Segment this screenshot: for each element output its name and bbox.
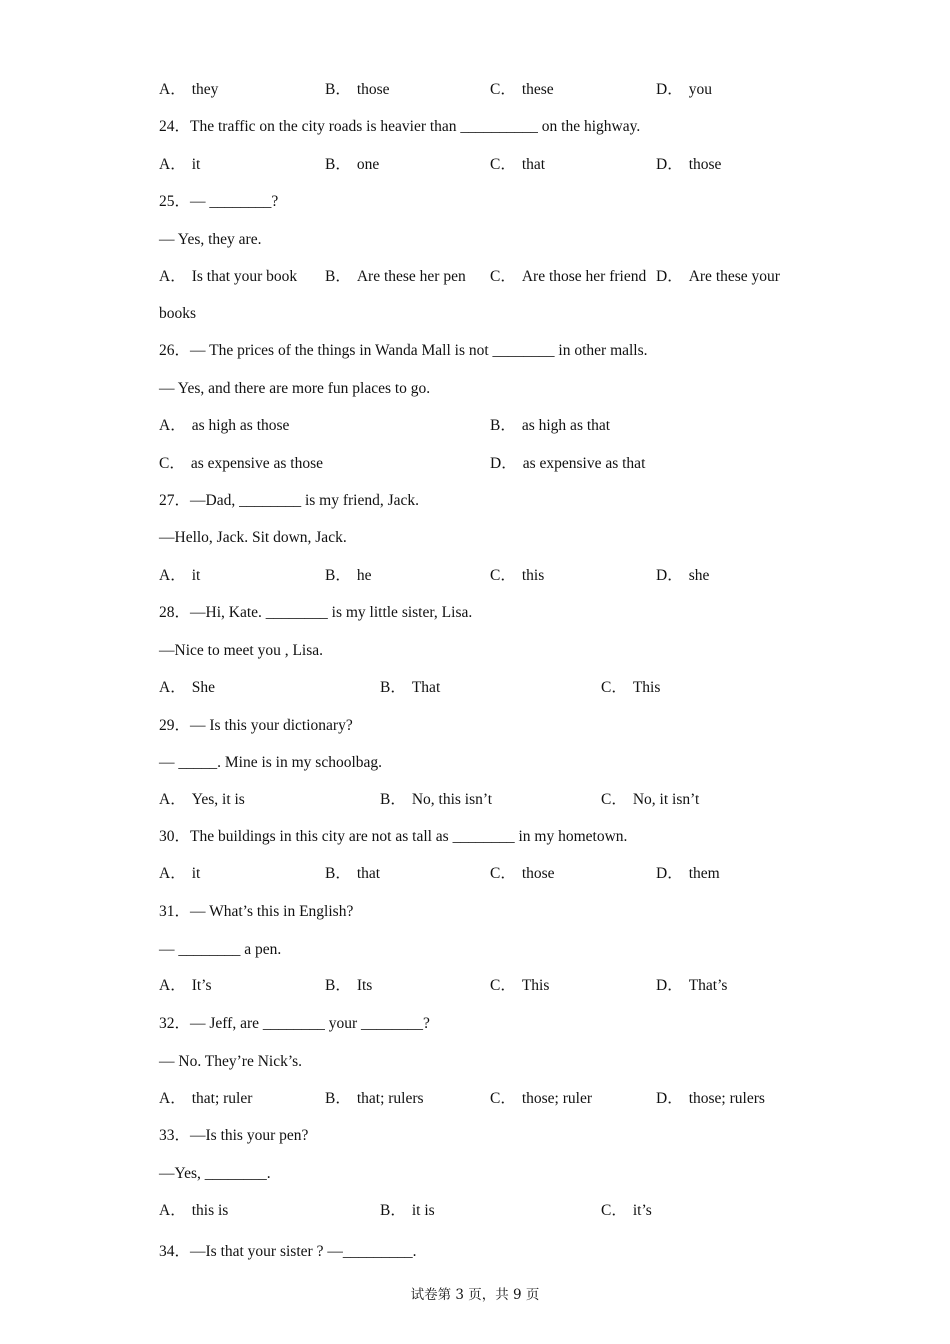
q32-stem: 32．— Jeff, are ________ your ________? xyxy=(159,1015,430,1032)
q25-reply: — Yes, they are. xyxy=(159,231,262,248)
q27-option-b: B． he xyxy=(325,567,372,584)
q31-reply: — ________ a pen. xyxy=(159,941,282,958)
q33-reply: —Yes, ________. xyxy=(159,1165,271,1182)
q32-reply: — No. They’re Nick’s. xyxy=(159,1053,303,1070)
q33-option-c: C． it’s xyxy=(601,1202,652,1219)
q23-option-b: B． those xyxy=(325,81,390,98)
q30-option-a: A． it xyxy=(159,865,201,882)
q26-option-a: A． as high as those xyxy=(159,417,290,434)
q26-reply: — Yes, and there are more fun places to go. xyxy=(159,380,431,397)
q33-stem: 33．—Is this your pen? xyxy=(159,1127,309,1144)
q24-option-a: A． it xyxy=(159,156,201,173)
q28-option-a: A． She xyxy=(159,679,215,696)
q31-option-b: B． Its xyxy=(325,977,373,994)
q25-option-d: D． Are these your xyxy=(656,268,780,285)
q24-stem: 24．The traffic on the city roads is heavier than __________ on the highway. xyxy=(159,118,641,135)
q27-option-d: D． she xyxy=(656,567,710,584)
q31-option-c: C． This xyxy=(490,977,550,994)
q27-stem: 27．—Dad, ________ is my friend, Jack. xyxy=(159,492,420,509)
q33-option-a: A． this is xyxy=(159,1202,229,1219)
q29-option-c: C． No, it isn’t xyxy=(601,791,700,808)
q32-option-b: B． that; rulers xyxy=(325,1090,424,1107)
q25-option-c: C． Are those her friend xyxy=(490,268,647,285)
q28-option-b: B． That xyxy=(380,679,441,696)
q25-option-d-wrap: books xyxy=(159,305,197,322)
q31-option-d: D． That’s xyxy=(656,977,728,994)
q30-stem: 30．The buildings in this city are not as tall as ________ in my hometown. xyxy=(159,828,628,845)
q31-stem: 31．— What’s this in English? xyxy=(159,903,354,920)
q26-option-c: C． as expensive as those xyxy=(159,455,323,472)
q25-option-b: B． Are these her pen xyxy=(325,268,466,285)
q24-option-c: C． that xyxy=(490,156,546,173)
page-footer: 试卷第 3 页，共 9 页 xyxy=(410,1287,540,1303)
q23-option-a: A． they xyxy=(159,81,219,98)
q27-option-a: A． it xyxy=(159,567,201,584)
q29-option-a: A． Yes, it is xyxy=(159,791,245,808)
q31-option-a: A． It’s xyxy=(159,977,212,994)
q30-option-c: C． those xyxy=(490,865,555,882)
q30-option-d: D． them xyxy=(656,865,720,882)
q23-option-d: D． you xyxy=(656,81,712,98)
q28-stem: 28．—Hi, Kate. ________ is my little sister, Lisa. xyxy=(159,604,473,621)
q27-reply: —Hello, Jack. Sit down, Jack. xyxy=(159,529,347,546)
q24-option-b: B． one xyxy=(325,156,380,173)
q33-option-b: B． it is xyxy=(380,1202,435,1219)
q27-option-c: C． this xyxy=(490,567,545,584)
q26-option-b: B． as high as that xyxy=(490,417,611,434)
q29-reply: — _____. Mine is in my schoolbag. xyxy=(159,754,383,771)
q29-option-b: B． No, this isn’t xyxy=(380,791,493,808)
q25-stem: 25．— ________? xyxy=(159,193,279,210)
q32-option-a: A． that; ruler xyxy=(159,1090,253,1107)
q29-stem: 29．— Is this your dictionary? xyxy=(159,717,353,734)
q32-option-c: C． those; ruler xyxy=(490,1090,593,1107)
q25-option-a: A． Is that your book xyxy=(159,268,298,285)
q28-option-c: C． This xyxy=(601,679,661,696)
q23-option-c: C． these xyxy=(490,81,554,98)
q34-stem: 34．—Is that your sister ? —_________. xyxy=(159,1243,417,1260)
q26-option-d: D． as expensive as that xyxy=(490,455,646,472)
q32-option-d: D． those; rulers xyxy=(656,1090,765,1107)
q28-reply: —Nice to meet you , Lisa. xyxy=(159,642,323,659)
q24-option-d: D． those xyxy=(656,156,722,173)
q26-stem: 26．— The prices of the things in Wanda Mall is not ________ in other malls. xyxy=(159,342,648,359)
q30-option-b: B． that xyxy=(325,865,381,882)
